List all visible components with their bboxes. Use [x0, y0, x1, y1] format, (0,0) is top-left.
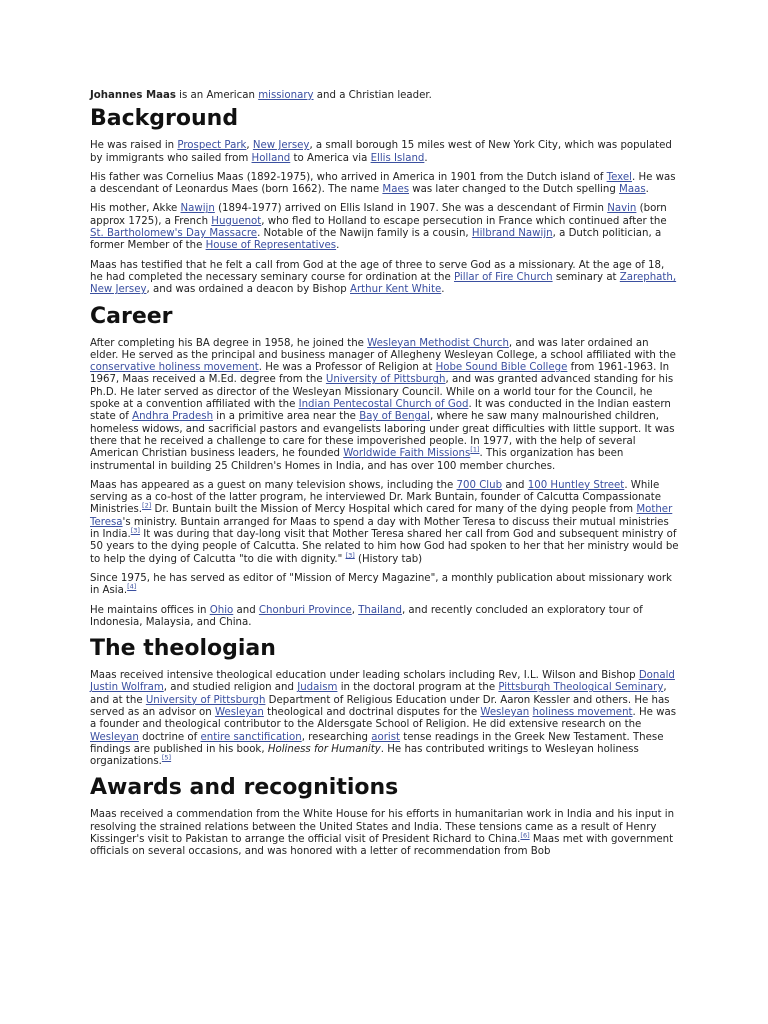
link-wesleyan[interactable]: Wesleyan [214, 706, 264, 718]
link-hilbrand-nawijn[interactable]: Hilbrand Nawijn [471, 228, 553, 240]
book-title: Holiness for Humanity [267, 743, 381, 755]
link-mother-teresa[interactable]: Mother Teresa [90, 504, 673, 528]
paragraph-background-3: His mother, Akke Nawijn (1894-1977) arrived on Ellis Island in 1907. She was a descendant of Firmin Navin (born approx 1725), a French Huguenot, who fled to Holland to escape persecution in France which continued after the St. Bartholomew's Day Massacre. Notable of the Nawijn family is a cousin, Hilbrand Nawijn, a Dutch politician, a former Member of the House of Representatives. [90, 203, 667, 252]
link-new-jersey[interactable]: New Jersey [252, 140, 310, 152]
article-body [90, 90, 680, 866]
heading-awards: Awards and recognitions [90, 775, 399, 801]
paragraph-awards-1: Maas received a commendation from the White House for his efforts in humanitarian work in India and his input in resolving the strained relations between the United States and India. These tensions came as a result of Henry Kissinger's visit to Pakistan to arrange the official visit of President Richard to China.[6] Maas met with government officials on several occasions, and was honored with a letter of recommendation from Bob [90, 809, 675, 858]
footnote-reference[interactable]: [3] [130, 526, 140, 535]
link-thailand[interactable]: Thailand [358, 604, 402, 616]
link-chonburi-province[interactable]: Chonburi Province [258, 604, 352, 616]
link-ellis-island[interactable]: Ellis Island [370, 152, 425, 164]
paragraph-background-2: His father was Cornelius Maas (1892-1975), who arrived in America in 1901 from the Dutch island of Texel. He was a descendant of Leonardus Maes (born 1662). The name Maes was later changed to the Dutch spelling Maas. [90, 171, 676, 196]
footnote-reference[interactable]: [3] [345, 551, 355, 560]
heading-career: Career [90, 303, 173, 329]
link-andhra-pradesh[interactable]: Andhra Pradesh [132, 411, 214, 423]
paragraph-background-1: He was raised in Prospect Park, New Jersey, a small borough 15 miles west of New York City, which was populated by immigrants who sailed from Holland to America via Ellis Island. [90, 140, 672, 164]
link-holland[interactable]: Holland [251, 152, 291, 164]
footnote-reference[interactable]: [2] [142, 502, 152, 511]
link-donald-justin-wolfram[interactable]: Donald Justin Wolfram [90, 670, 675, 694]
link-university-of-pittsburgh[interactable]: University of Pittsburgh [145, 694, 266, 706]
link-maas[interactable]: Maas [619, 184, 646, 196]
heading-theologian: The theologian [90, 636, 276, 662]
link-holiness-movement[interactable]: holiness movement [532, 706, 633, 718]
footnote-reference[interactable]: [1] [470, 445, 480, 454]
footnote-reference[interactable]: [6] [520, 831, 530, 840]
link-700-club[interactable]: 700 Club [456, 479, 503, 491]
paragraph-career-2: Maas has appeared as a guest on many television shows, including the 700 Club and 100 Huntley Street. While serving as a co-host of the latter program, he interviewed Dr. Mark Buntain, founder of Calcutta Compassionate Ministries.[2] Dr. Buntain built the Mission of Mercy Hospital which cared for many of the dying people from Mother Teresa's ministry. Buntain arranged for Maas to spend a day with Mother Teresa to discuss their mutual ministries in India.[3] It was during that day-long visit that Mother Teresa shared her call from God and subsequent ministry of 50 years to the dying people of Calcutta. She related to him how God had spoken to her that her ministry would be to help the dying of Calcutta "to die with dignity." [3] (History tab) [90, 479, 679, 565]
link-missionary[interactable]: missionary [258, 90, 314, 101]
link-judaism[interactable]: Judaism [297, 682, 338, 694]
paragraph-theologian-1: Maas received intensive theological education under leading scholars including Rev, I.L. Wilson and Bishop Donald Justin Wolfram, and studied religion and Judaism in the doctoral program at the Pittsburgh Theological Seminary, and at the University of Pittsburgh Department of Religious Education under Dr. Aaron Kessler and others. He has served as an advisor on Wesleyan theological and doctrinal disputes for the Wesleyan holiness movement. He was a founder and theological contributor to the Aldersgate School of Religion. He did extensive research on the Wesleyan doctrine of entire sanctification, researching aorist tense readings in the Greek New Testament. These findings are published in his book, Holiness for Humanity. He has contributed writings to Wesleyan holiness organizations.[5] [90, 670, 677, 768]
link-university-of-pittsburgh[interactable]: University of Pittsburgh [325, 374, 446, 386]
footnote-reference[interactable]: [5] [161, 753, 172, 762]
link-huguenot[interactable]: Huguenot [211, 215, 262, 227]
intro-paragraph: Johannes Maas is an American missionary and a Christian leader. [90, 90, 432, 101]
link-pittsburgh-theological-seminary[interactable]: Pittsburgh Theological Seminary [498, 682, 664, 694]
link-pillar-of-fire-church[interactable]: Pillar of Fire Church [453, 271, 553, 283]
link-hobe-sound-bible-college[interactable]: Hobe Sound Bible College [435, 362, 568, 374]
link-house-of-representatives[interactable]: House of Representatives [205, 240, 337, 252]
paragraph-career-3: Since 1975, he has served as editor of "Mission of Mercy Magazine", a monthly publication about missionary work in Asia.[4] [90, 572, 672, 597]
link-conservative-holiness-movement[interactable]: conservative holiness movement [90, 362, 259, 374]
bold-subject-name: Johannes Maas [90, 90, 176, 101]
link-100-huntley-street[interactable]: 100 Huntley Street [527, 479, 625, 491]
link-indian-pentecostal-church-of-god[interactable]: Indian Pentecostal Church of God [298, 399, 469, 411]
link-zarephath-new-jersey[interactable]: Zarephath, New Jersey [90, 271, 677, 296]
link-prospect-park[interactable]: Prospect Park [177, 140, 247, 152]
link-wesleyan[interactable]: Wesleyan [90, 731, 139, 743]
link-navin[interactable]: Navin [607, 203, 637, 215]
link-nawijn[interactable]: Nawijn [180, 203, 215, 215]
paragraph-background-4: Maas has testified that he felt a call from God at the age of three to serve God as a missionary. At the age of 18, he had completed the necessary seminary course for ordination at the Pillar of Fire Church seminary at Zarephath, New Jersey, and was ordained a deacon by Bishop Arthur Kent White. [90, 259, 677, 296]
footnote-reference[interactable]: [4] [127, 582, 137, 591]
heading-background: Background [90, 106, 239, 132]
link-wesleyan-methodist-church[interactable]: Wesleyan Methodist Church [367, 337, 509, 349]
link-worldwide-faith-missions[interactable]: Worldwide Faith Missions [343, 448, 471, 460]
paragraph-career-4: He maintains offices in Ohio and Chonburi Province, Thailand, and recently concluded an exploratory tour of Indonesia, Malaysia, and China. [90, 604, 643, 628]
link-arthur-kent-white[interactable]: Arthur Kent White [350, 284, 442, 296]
link-bay-of-bengal[interactable]: Bay of Bengal [359, 411, 430, 423]
link-texel[interactable]: Texel [606, 171, 632, 183]
link-aorist[interactable]: aorist [371, 731, 401, 743]
link-ohio[interactable]: Ohio [209, 604, 234, 616]
link-entire-sanctification[interactable]: entire sanctification [200, 731, 302, 743]
link-st-bartholomew-s-day-massacre[interactable]: St. Bartholomew's Day Massacre [90, 228, 258, 240]
link-wesleyan[interactable]: Wesleyan [480, 706, 530, 718]
link-maes[interactable]: Maes [382, 184, 410, 196]
paragraph-career-1: After completing his BA degree in 1958, he joined the Wesleyan Methodist Church, and was later ordained an elder. He served as the principal and business manager of Allegheny Wesleyan College, a school affiliated with the conservative holiness movement. He was a Professor of Religion at Hobe Sound Bible College from 1961-1963. In 1967, Maas received a M.Ed. degree from the University of Pittsburgh, and was granted advanced standing for his Ph.D. He later served as director of the Wesleyan Missionary Council. While on a world tour for the Council, he spoke at a convention affiliated with the Indian Pentecostal Church of God. It was conducted in the Indian eastern state of Andhra Pradesh in a primitive area near the Bay of Bengal, where he saw many malnourished children, homeless widows, and sacrificial pastors and evangelists laboring under great difficulties with little support. It was there that he received a challenge to care for these impoverished people. In 1977, with the help of several American Christian business leaders, he founded Worldwide Faith Missions[1]. This organization has been instrumental in building 25 Children's Homes in India, and has over 100 member churches. [90, 337, 676, 472]
